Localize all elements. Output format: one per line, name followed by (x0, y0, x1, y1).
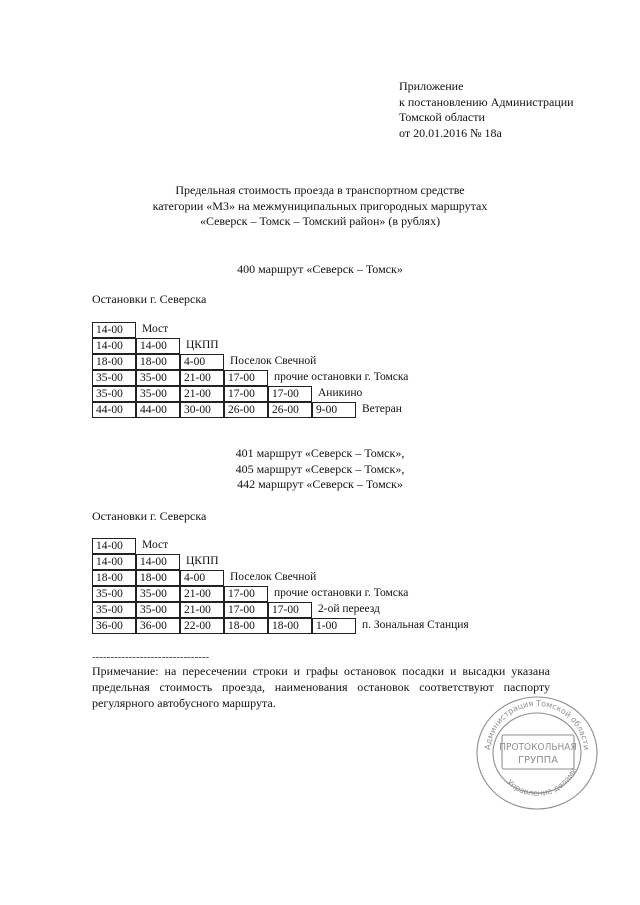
fare-cell: 18-00 (136, 570, 180, 586)
stop-name: Аникино (318, 387, 363, 399)
fare-cell: 17-00 (268, 386, 312, 402)
fare-cell: 18-00 (92, 570, 136, 586)
stops-label-2: Остановки г. Северска (92, 509, 207, 523)
fare-cell: 18-00 (92, 354, 136, 370)
fare-cell: 36-00 (136, 618, 180, 634)
stop-name: Поселок Свечной (230, 355, 317, 367)
fare-cell: 14-00 (92, 338, 136, 354)
fare-cell: 30-00 (180, 402, 224, 418)
stamp-ring-text: Администрация Томской области (483, 698, 591, 751)
stop-name: Ветеран (362, 403, 402, 415)
title-line-3: «Северск – Томск – Томский район» (в рублях) (199, 214, 441, 228)
route-line: 400 маршрут «Северск – Томск» (237, 262, 403, 276)
fare-cell: 35-00 (92, 386, 136, 402)
fare-cell: 35-00 (136, 602, 180, 618)
fare-cell: 44-00 (92, 402, 136, 418)
stop-name: ЦКПП (186, 339, 219, 351)
title-line-1: Предельная стоимость проезда в транспортном средстве (175, 183, 465, 197)
fare-cell: 4-00 (180, 354, 224, 370)
stop-name: п. Зональная Станция (362, 619, 469, 631)
footnote-separator: -------------------------------- (92, 651, 210, 663)
fare-cell: 35-00 (92, 602, 136, 618)
fare-cell: 14-00 (92, 538, 136, 554)
stop-name: прочие остановки г. Томска (274, 371, 409, 383)
note-line-2: предельная стоимость проезда, наименования остановок соответствуют паспорту (92, 680, 550, 694)
fare-cell: 35-00 (92, 586, 136, 602)
resolution-reference: к постановлению Администрации (399, 94, 574, 109)
fare-cell: 35-00 (92, 370, 136, 386)
fare-cell: 14-00 (136, 554, 180, 570)
appendix-header (399, 79, 574, 141)
stop-name: ЦКПП (186, 555, 219, 567)
fare-cell: 17-00 (224, 386, 268, 402)
stop-name: прочие остановки г. Томска (274, 587, 409, 599)
route-line: 405 маршрут «Северск – Томск», (235, 461, 405, 476)
title-line-2: категории «М3» на межмуниципальных пригородных маршрутах (152, 198, 488, 213)
fare-cell: 21-00 (180, 602, 224, 618)
fare-cell: 17-00 (268, 602, 312, 618)
fare-cell: 36-00 (92, 618, 136, 634)
fare-cell: 26-00 (224, 402, 268, 418)
fare-cell: 22-00 (180, 618, 224, 634)
note-line-1: Примечание: на пересечении строки и графы остановок посадки и высадки указана (92, 664, 550, 678)
stamp-center-line2: ГРУППА (517, 755, 559, 766)
stop-name: Мост (142, 323, 169, 335)
route-line: 401 маршрут «Северск – Томск», (235, 446, 405, 460)
fare-cell: 14-00 (92, 554, 136, 570)
resolution-date-number: от 20.01.2016 № 18а (399, 125, 502, 140)
fare-cell: 18-00 (136, 354, 180, 370)
fare-cell: 17-00 (224, 586, 268, 602)
fare-cell: 14-00 (136, 338, 180, 354)
fare-cell: 21-00 (180, 370, 224, 386)
stop-name: Поселок Свечной (230, 571, 317, 583)
stops-label-1: Остановки г. Северска (92, 292, 207, 306)
note-line-3: регулярного автобусного маршрута. (92, 696, 276, 710)
route-heading-2 (0, 446, 640, 493)
fare-cell: 35-00 (136, 370, 180, 386)
fare-cell: 44-00 (136, 402, 180, 418)
fare-cell: 17-00 (224, 602, 268, 618)
fare-cell: 35-00 (136, 586, 180, 602)
stamp-bottom-text: Управление делами (505, 766, 579, 798)
fare-cell: 4-00 (180, 570, 224, 586)
fare-cell: 9-00 (312, 402, 356, 418)
fare-cell: 21-00 (180, 386, 224, 402)
route-heading-1 (0, 262, 640, 278)
fare-cell: 1-00 (312, 618, 356, 634)
official-stamp (472, 693, 602, 813)
region-name: Томской области (399, 110, 485, 124)
fare-cell: 21-00 (180, 586, 224, 602)
fare-cell: 18-00 (268, 618, 312, 634)
stop-name: 2-ой переезд (318, 603, 380, 615)
document-title (120, 183, 520, 230)
route-line: 442 маршрут «Северск – Томск» (237, 477, 403, 491)
stamp-center-line1: ПРОТОКОЛЬНАЯ (499, 742, 577, 753)
fare-cell: 35-00 (136, 386, 180, 402)
fare-cell: 17-00 (224, 370, 268, 386)
fare-cell: 26-00 (268, 402, 312, 418)
fare-cell: 14-00 (92, 322, 136, 338)
stop-name: Мост (142, 539, 169, 551)
fare-cell: 18-00 (224, 618, 268, 634)
appendix-label: Приложение (399, 79, 464, 93)
